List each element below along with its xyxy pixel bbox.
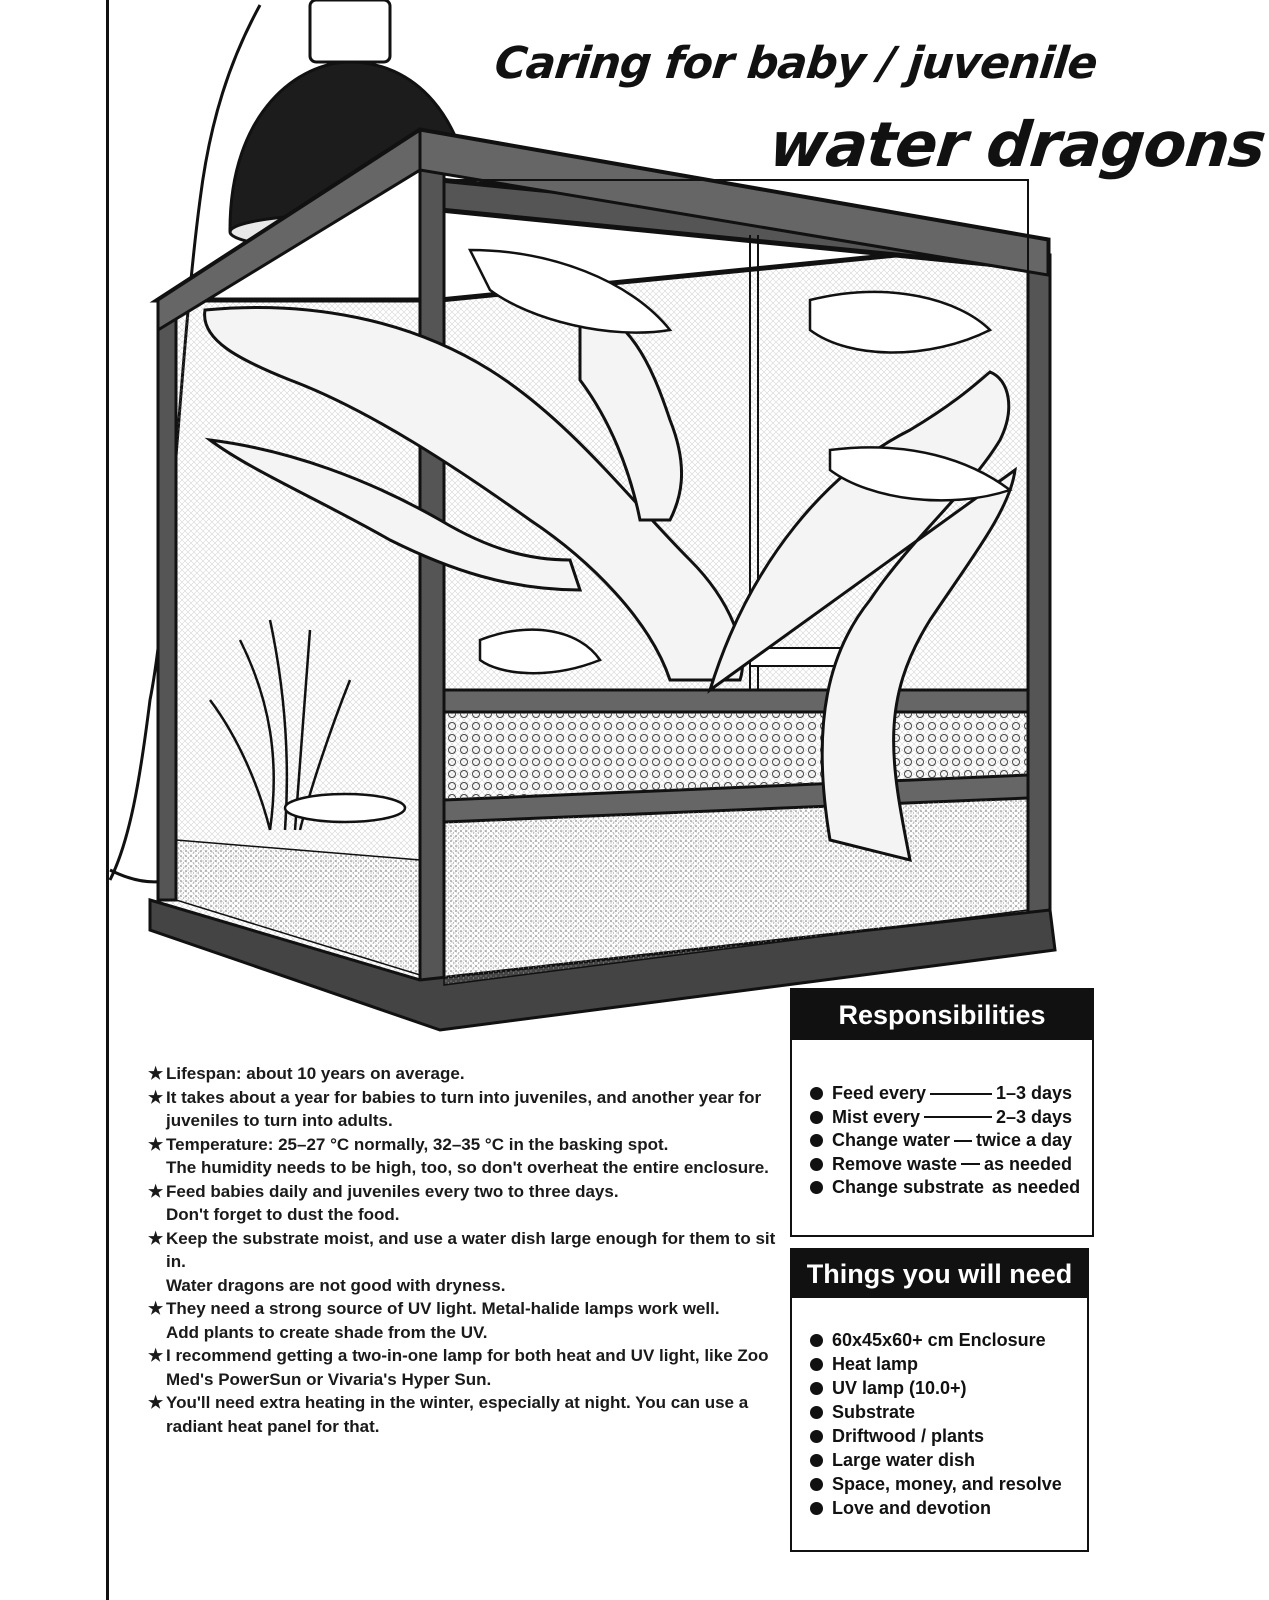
responsibilities-heading: Responsibilities (792, 990, 1092, 1040)
responsibility-item (810, 1176, 1081, 1200)
needed-item (810, 1424, 1062, 1448)
bullet-icon (810, 1430, 823, 1443)
needed-item-label: Heat lamp (832, 1354, 919, 1374)
responsibilities-list (810, 1082, 1081, 1200)
care-note (148, 1344, 788, 1391)
needed-item-label: Large water dish (832, 1450, 976, 1470)
star-icon: ★ (148, 1064, 164, 1083)
needed-item-label: 60x45x60+ cm Enclosure (832, 1330, 1046, 1350)
care-note (148, 1297, 788, 1344)
page-border (106, 0, 109, 1600)
bullet-icon (810, 1478, 823, 1491)
bullet-icon (810, 1111, 823, 1124)
care-note (148, 1391, 788, 1438)
care-note (148, 1227, 788, 1298)
bullet-icon (810, 1454, 823, 1467)
responsibility-frequency: as needed (992, 1177, 1081, 1197)
leader-line (954, 1140, 972, 1142)
care-note-line: I recommend getting a two-in-one lamp for both heat and UV light, like Zoo (166, 1346, 769, 1365)
bullet-icon (810, 1158, 823, 1171)
things-needed-list (810, 1328, 1062, 1520)
responsibility-task: Mist every (832, 1106, 921, 1127)
care-notes-list (148, 1062, 788, 1438)
leader-line (930, 1093, 992, 1095)
needed-item-label: Love and devotion (832, 1498, 992, 1518)
responsibility-item (810, 1153, 1072, 1177)
responsibility-task: Feed every (832, 1083, 927, 1103)
care-note-line: Med's PowerSun or Vivaria's Hyper Sun. (166, 1369, 492, 1389)
responsibilities-box (790, 988, 1094, 1237)
responsibility-frequency: 1–3 days (995, 1083, 1072, 1103)
responsibility-frequency: twice a day (975, 1130, 1072, 1150)
needed-item (810, 1472, 1062, 1496)
responsibility-item (810, 1129, 1072, 1153)
bullet-icon (810, 1358, 823, 1371)
bullet-icon (810, 1087, 823, 1100)
responsibility-frequency: as needed (983, 1153, 1072, 1174)
bullet-icon (810, 1334, 823, 1347)
care-note-line: Feed babies daily and juveniles every two to three days. (166, 1181, 619, 1201)
star-icon: ★ (148, 1228, 164, 1248)
bullet-icon (810, 1134, 823, 1147)
care-note-line: Temperature: 25–27 °C normally, 32–35 °C in the basking spot. (166, 1134, 669, 1154)
bullet-icon (810, 1502, 823, 1515)
responsibility-item (810, 1106, 1072, 1130)
care-note-line: You'll need extra heating in the winter, especially at night. You can use a (166, 1393, 749, 1412)
care-note-line: It takes about a year for babies to turn into juveniles, and another year for (166, 1087, 762, 1107)
needed-item-label: Substrate (832, 1402, 916, 1422)
care-note (148, 1062, 788, 1086)
needed-item-label: UV lamp (10.0+) (832, 1378, 967, 1398)
care-note-line: Add plants to create shade from the UV. (166, 1322, 488, 1342)
care-note-line: Water dragons are not good with dryness. (166, 1275, 506, 1295)
needed-item (810, 1496, 1062, 1520)
star-icon: ★ (148, 1134, 164, 1154)
responsibility-task: Change water (832, 1130, 951, 1150)
needed-item-label: Space, money, and resolve (832, 1474, 1062, 1494)
water-dish (285, 794, 405, 822)
care-note (148, 1086, 788, 1133)
title-line-2: water dragons (766, 108, 1269, 181)
things-needed-heading: Things you will need (792, 1250, 1087, 1298)
star-icon: ★ (148, 1087, 164, 1107)
care-note-line: The humidity needs to be high, too, so don't overheat the entire enclosure. (166, 1158, 769, 1177)
needed-item (810, 1448, 1062, 1472)
care-note (148, 1133, 788, 1180)
needed-item (810, 1352, 1062, 1376)
responsibility-task: Change substrate (832, 1177, 985, 1197)
bullet-icon (810, 1181, 823, 1194)
responsibility-task: Remove waste (832, 1153, 958, 1174)
responsibility-frequency: 2–3 days (995, 1106, 1072, 1127)
needed-item (810, 1376, 1062, 1400)
needed-item (810, 1400, 1062, 1424)
care-note-line: They need a strong source of UV light. Metal-halide lamps work well. (166, 1299, 720, 1318)
care-note-line: juveniles to turn into adults. (166, 1111, 393, 1130)
care-note-line: radiant heat panel for that. (166, 1416, 380, 1436)
star-icon: ★ (148, 1299, 164, 1318)
care-note-line: Lifespan: about 10 years on average. (166, 1064, 465, 1083)
responsibility-item (810, 1082, 1072, 1106)
care-note-line: Don't forget to dust the food. (166, 1205, 400, 1224)
needed-item (810, 1328, 1062, 1352)
bullet-icon (810, 1406, 823, 1419)
care-note (148, 1180, 788, 1227)
leader-line (924, 1116, 992, 1118)
care-note-line: Keep the substrate moist, and use a water dish large enough for them to sit in. (166, 1228, 776, 1271)
bullet-icon (810, 1382, 823, 1395)
title-line-1: Caring for baby / juvenile (492, 38, 1100, 89)
needed-item-label: Driftwood / plants (832, 1426, 984, 1446)
star-icon: ★ (148, 1181, 164, 1201)
star-icon: ★ (148, 1346, 164, 1365)
star-icon: ★ (148, 1393, 164, 1412)
leader-line (961, 1163, 980, 1165)
things-needed-box (790, 1248, 1089, 1552)
